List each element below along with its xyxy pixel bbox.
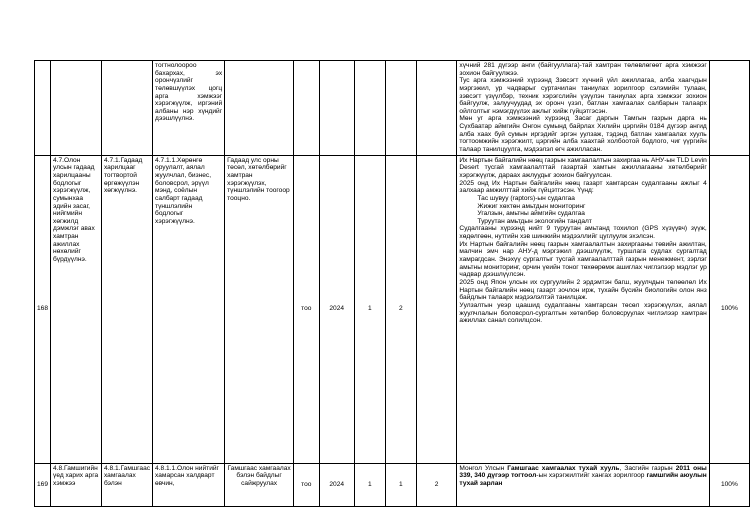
report-paragraph: Их Нартын байгалийн нөөц газрын хамгаалалтын захиргаа нь АНУ-ын TLD Levin Desert тусгай хамгаалалттай газартай хамтын ажиллагааны хөтөлбөрийг хэрэгжүүлж, дараах ажлуудыг зохион байгуулсан.: [459, 156, 707, 179]
cell-target: 2: [385, 155, 416, 463]
report-paragraph: 2025 онд Япон улсын их сургуулийн 2 эрдэмтэн багш, жуулчдын төлөөлөл Их Нартын байгалийн нөөц газарт зочлон ирж, тухайн бүсийн биологийн олон янз байдлын талаарх мэдээлэлтэй танилцаж.: [459, 278, 707, 302]
cell-activity: тогтнолоороо бахархах, эх орончүзлийг төлөвшүүлэх цогц арга хэмжээг хэрэгжүүлж, иргэний албаны нэр хүндийг дээшлүүлнэ.: [153, 61, 225, 156]
cell-no: 168: [35, 155, 51, 463]
report-list-item: Туруутан амьтдын экологийн тандалт: [477, 217, 592, 225]
report-paragraph: Тус арга хэмжээний хүрээнд Зэвсэгт хүчний үйл ажиллагаа, алба хаагчдын мэргэжил, ур чадварыг суртачилан таниулах зорилгоор сэлэмийн тулаан, зэвсэгт үзүүлбэр, техник хэрэгслийн үзүүлэн таниулах арга хэмжээг зохион байгуулж, залуучуудад эх оронч үзэл, батлан хамгаалах салбарын талаарх ойлголтыг нэмэгдүүлэх ажлыг хийж гүйцэтгэсэн.: [459, 77, 707, 115]
cell-objective: [101, 61, 152, 156]
cell-base: 1: [354, 155, 385, 463]
cell-report: [457, 463, 709, 506]
cell-goal: 4.8.Гамшигийн үед харих арга хэмжээ: [51, 463, 102, 506]
cell-base: [354, 61, 385, 156]
cell-report: [457, 61, 709, 156]
report-paragraph: 2025 онд Их Нартын байгалийн нөөц газарт хамтарсан судалгааны ажлыг 4 залхаар амжилттай хийж гүйцэтгэсэн. Үүнд:: [459, 179, 707, 195]
cell-actual: [416, 61, 457, 156]
report-paragraph: Судалгааны хүрээнд нийт 9 туруутан амьтанд тохилол (GPS хүзүүвч) зүүж, хөдөлгөөн, нутгийн хэв шинжийн мэдээллийг цуглуулж эхэлсэн.: [459, 225, 707, 241]
cell-target: [385, 61, 416, 156]
table-row: [35, 61, 750, 156]
cell-percent: 100%: [709, 155, 749, 463]
cell-percent: 100%: [709, 463, 749, 506]
cell-actual: [416, 155, 457, 463]
cell-unit: тоо: [294, 155, 320, 463]
cell-goal: [51, 61, 102, 156]
table-row: [35, 463, 750, 506]
cell-year: [319, 61, 354, 156]
cell-unit: тоо: [294, 463, 320, 506]
report-paragraph: Мөн уг арга хэмжээний хүрээнд Засаг даргын Тамгын газрын дарга нь Сүхбаатар аймгийн Онгон сумынд байрлах Хилийн цэргийн 0184 дүгээр ангид алба хаах буй сумын иргэдийг эргэн уулзаж, тэдэнд батлан хамгаалах хууль тогтоомжийн хэрэгжилт, цэргийн алба хаахтай холбоотой бодлого, чиг үүргийн талаар танилцуулга, мэдээлэл өгч ажилласан.: [459, 115, 707, 154]
report-list-item: Жижиг хөхтөн амьтдын мониторинг: [477, 202, 586, 210]
report-list-item: Угалзын, амьтны аймгийн судалгаа: [477, 210, 585, 218]
cell-no: [35, 61, 51, 156]
cell-objective: 4.8.1.Гамшгаас хамгаалах бэлэн: [101, 463, 152, 506]
cell-no: 169: [35, 463, 51, 506]
cell-indicator: Гамшгаас хамгаалах бэлэн байдлыг сайжруулах: [225, 463, 294, 506]
cell-activity: 4.7.1.1.Хөрөнгө оруулалт, аялал жуулчлал, бизнес, боловсрол, эрүүл мэнд, соёлын салбарт гадаад түншлэлийн бодлогыг хэрэгжүүлнэ.: [153, 155, 225, 463]
cell-base: 1: [354, 463, 385, 506]
report-paragraph: Уулзалтын уеэр цаашид судалгааны хамтарсан төсөл хэрэгжүүлэх, аялал жуулчлалын боловсрол-сургалтын хөтөлбөр боловсруулах чиглэлээр хамтран ажиллах санал солилцсон.: [459, 301, 707, 325]
cell-report: [457, 155, 709, 463]
cell-indicator: Гадаад улс орны төсөл, хөтөлбөрийг хамтран хэрэгжүүлэх, түншлэлийн тоогоор тооцно.: [225, 155, 294, 463]
report-table: [34, 60, 750, 507]
cell-activity: 4.8.1.1.Олон нийтийг хамарсан халдварт өвчин,: [153, 463, 225, 506]
cell-objective: 4.7.1.Гадаад харилцааг тогтвортой өргөжүүлэн хөгжүүлнэ.: [101, 155, 152, 463]
report-paragraph: хүчний 281 дүгээр анги (байгууллага)-тай хамтран төлөвлөгөөт арга хэмжээг зохион байгуулжээ.: [459, 62, 707, 77]
cell-indicator: [225, 61, 294, 156]
cell-percent: [709, 61, 749, 156]
cell-unit: [294, 61, 320, 156]
cell-actual: 2: [416, 463, 457, 506]
report-paragraph: Их Нартын байгалийн нөөц газрын хамгаалалтын захиргааны төвийн ажилтан, малчин эмч нар АНУ-д мэргэжил дээшлүүлж, туршлага судлах сургалтад хамрагдсан. Энэхүү сургалтыг тусгай хамгаалалттай газрын менежмент, зэрлэг амьтны мониторинг, орчин үеийн тоног төхөөрөмж ашиглах чиглэлээр мэдлэг ур чадвар дээшлүүлсэн.: [459, 240, 707, 279]
cell-target: 1: [385, 463, 416, 506]
report-list-item: Тас шувуу (raptors)-ын судалгаа: [477, 194, 575, 202]
cell-year: 2024: [319, 463, 354, 506]
cell-year: 2024: [319, 155, 354, 463]
report-paragraph: Монгол Улсын Гамшгаас хамгаалах тухай хууль, Засгийн газрын 2011 оны 339, 340 дүгээр тогтоол-ын хэрэгжилтийг хангах зорилгоор гамшгийн аюулын тухай зарлан: [459, 464, 707, 487]
table-row: [35, 155, 750, 463]
cell-goal: 4.7.Олон улсын гадаад харилцааны бодлогыг хэрэгжүүлж, сумынхаа эдийн засаг, нийгмийн хөгжилд дэмжлэг авах хамтран ажиллах нөхөлийг бүрдүүлнэ.: [51, 155, 102, 463]
